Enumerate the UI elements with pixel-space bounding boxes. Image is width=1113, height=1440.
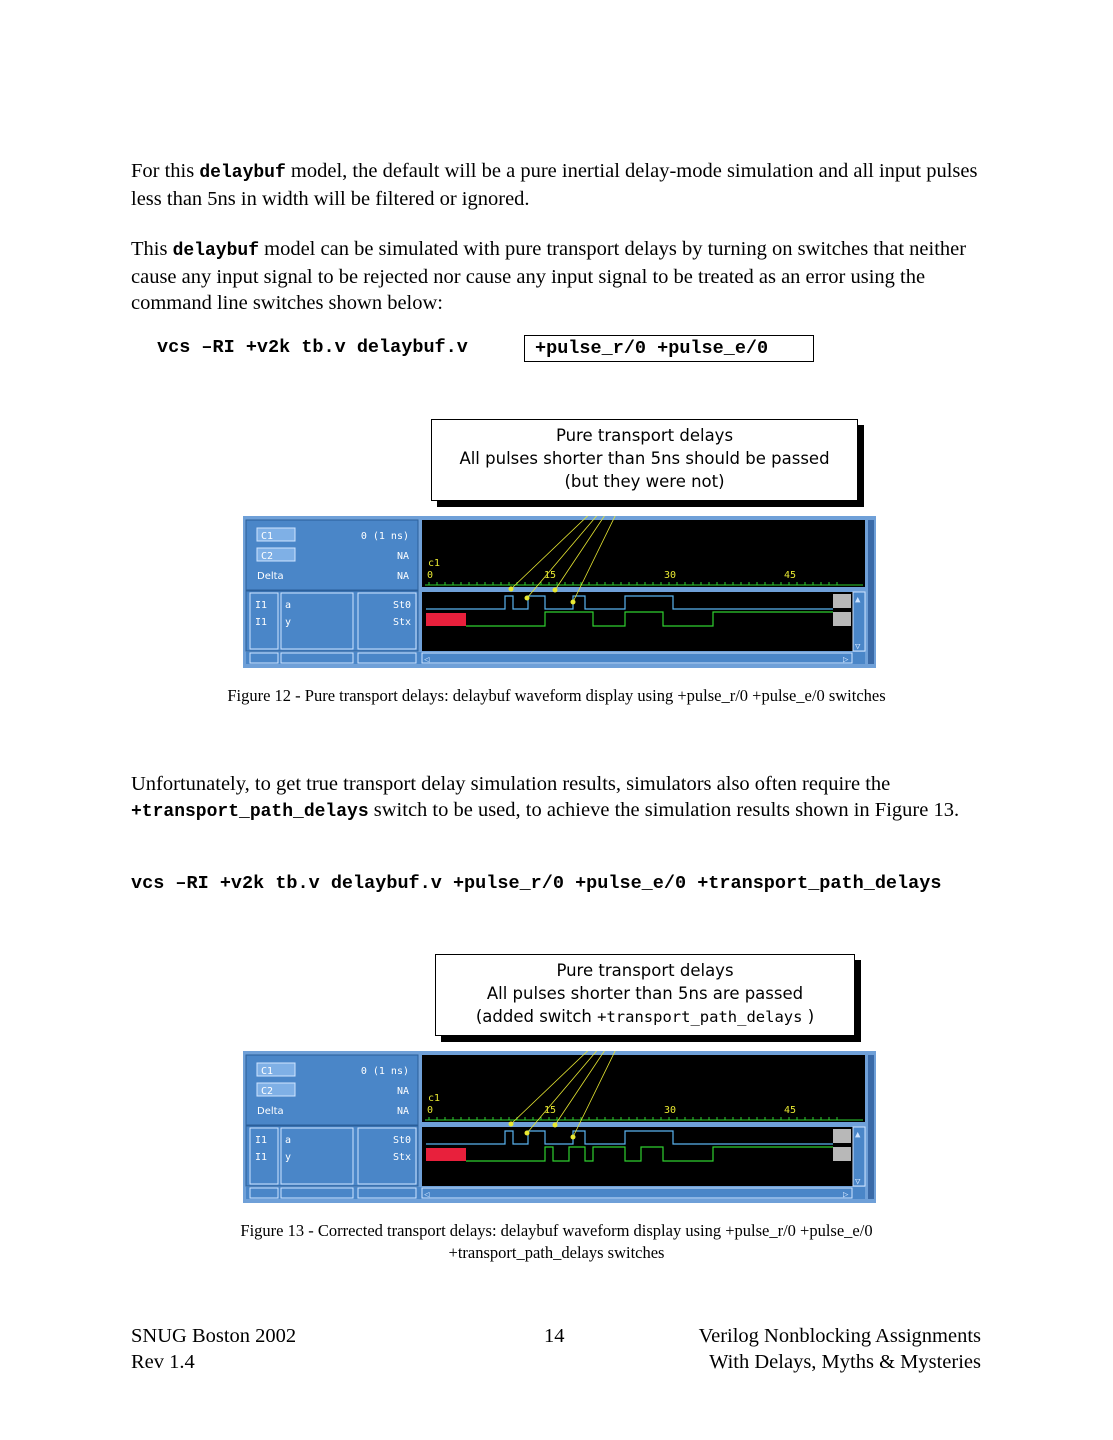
cursor2-label: C2 [261,551,274,562]
scroll-left-icon: ◁ [424,655,430,665]
figure13-caption-line2: +transport_path_delays switches [448,1243,665,1262]
paragraph-3 [131,771,1011,825]
na-value-2: NA [396,1106,409,1117]
footer-left-2: Rev 1.4 [131,1351,195,1373]
right-edge [868,1055,874,1199]
tick-label: 15 [544,1105,557,1116]
p3-text-after: switch to be used, to achieve the simulation results shown in Figure 13. [368,799,960,821]
cursor2-label: C2 [261,1086,274,1097]
annotation-arrowhead [553,1123,558,1128]
paragraph-1 [131,158,1011,212]
footer-right-2: With Delays, Myths & Mysteries [709,1351,981,1373]
end-block-y [833,612,851,626]
end-block-y [833,1147,851,1161]
footer-left-1: SNUG Boston 2002 [131,1325,297,1347]
p1-text-after: model, the default will be a pure inertial delay-mode simulation and all input pulses less than 5ns in width will be filtered or ignored. [131,160,978,210]
scroll-up-icon: ▲ [855,595,861,605]
scroll-right-icon: ▷ [843,1190,849,1200]
cursor-marker: c1 [428,1093,441,1104]
figure12-callout-line3: (but they were not) [564,472,725,491]
waveform-area [422,592,865,651]
figure13-caption-line1: Figure 13 - Corrected transport delays: delaybuf waveform display using +pulse_r/0 +pulse_e/0 [240,1221,873,1240]
signal-y-unknown [426,1148,466,1161]
tick-label: 45 [784,1105,797,1116]
figure12-waveform-viewer [243,516,876,668]
cursor-marker: c1 [428,558,441,569]
annotation-arrowhead [525,596,530,601]
scroll-down-icon: ▽ [855,1177,861,1187]
annotation-arrowhead [571,600,576,605]
time-value: 0 (1 ns) [360,531,409,542]
figure13-callout-line3 [436,1005,854,1029]
annotation-arrowhead [509,1122,514,1127]
scroll-up-icon: ▲ [855,1130,861,1140]
signal-group: I1 [255,600,268,611]
p1-text-before: For this [131,160,200,182]
cursor1-label: C1 [261,1066,274,1077]
delta-label: Delta [257,571,284,582]
signal-group: I1 [255,1152,268,1163]
tick-label: 15 [544,570,557,581]
p3-text-before: Unfortunately, to get true transport delay simulation results, simulators also often require the [131,773,891,795]
signal-value-y: Stx [392,1152,411,1163]
tick-label: 45 [784,570,797,581]
na-value-1: NA [396,1086,409,1097]
signal-value-a: St0 [392,1135,411,1146]
scrollbar-strip [246,1187,865,1199]
annotation-arrowhead [553,588,558,593]
figure13-callout-line3-before: (added switch [475,1007,598,1026]
figure13-waveform-viewer [243,1051,876,1203]
figure12-callout [431,419,858,501]
signal-group: I1 [255,617,268,628]
p2-code: delaybuf [172,241,259,261]
p3-code: +transport_path_delays [131,802,369,822]
waveform-area [422,1127,865,1186]
timeline-area [422,520,865,587]
signal-value-y: Stx [392,617,411,628]
end-block-a [833,594,851,608]
annotation-arrowhead [509,587,514,592]
signal-name-a: a [285,600,292,611]
scroll-right-icon: ▷ [843,655,849,665]
right-edge [868,520,874,664]
p1-code: delaybuf [199,163,286,183]
tick-label: 30 [664,1105,677,1116]
figure13-callout [435,954,855,1036]
command-1: vcs –RI +v2k tb.v delaybuf.v [157,337,468,358]
signal-group: I1 [255,1135,268,1146]
paragraph-2 [131,236,1011,316]
scrollbar-strip [246,652,865,664]
annotation-arrowhead [571,1135,576,1140]
signal-value-a: St0 [392,600,411,611]
page-number: 14 [544,1325,565,1347]
end-block-a [833,1129,851,1143]
figure12-callout-line2: All pulses shorter than 5ns should be passed [459,449,830,468]
signal-name-y: y [285,617,292,628]
footer-right-1: Verilog Nonblocking Assignments [698,1325,981,1347]
p2-text-after: model can be simulated with pure transport delays by turning on switches that neither cause any input signal to be rejected nor cause any input signal to be treated as an error using the command line switches shown below: [131,238,967,314]
p2-text-before: This [131,238,173,260]
command-1-boxed-switches: +pulse_r/0 +pulse_e/0 [524,335,814,362]
figure13-callout-line1: Pure transport delays [556,961,734,980]
figure13-callout-line2: All pulses shorter than 5ns are passed [486,984,804,1003]
timeline-area [422,1055,865,1122]
figure12-caption: Figure 12 - Pure transport delays: delaybuf waveform display using +pulse_r/0 +pulse_e/0 switches [227,686,886,705]
time-value: 0 (1 ns) [360,1066,409,1077]
figure12-callout-line1: Pure transport delays [555,426,734,445]
scroll-left-icon: ◁ [424,1190,430,1200]
signal-name-a: a [285,1135,292,1146]
figure13-callout-line3-after: ) [802,1007,815,1026]
signal-name-y: y [285,1152,292,1163]
na-value-2: NA [396,571,409,582]
annotation-arrowhead [525,1131,530,1136]
delta-label: Delta [257,1106,284,1117]
na-value-1: NA [396,551,409,562]
tick-label: 0 [427,570,434,581]
cursor1-label: C1 [261,531,274,542]
scroll-down-icon: ▽ [855,642,861,652]
figure13-callout-line3-code: +transport_path_delays [597,1008,803,1026]
command-2: vcs –RI +v2k tb.v delaybuf.v +pulse_r/0 +pulse_e/0 +transport_path_delays [131,873,942,894]
signal-y-unknown [426,613,466,626]
tick-label: 0 [427,1105,434,1116]
tick-label: 30 [664,570,677,581]
